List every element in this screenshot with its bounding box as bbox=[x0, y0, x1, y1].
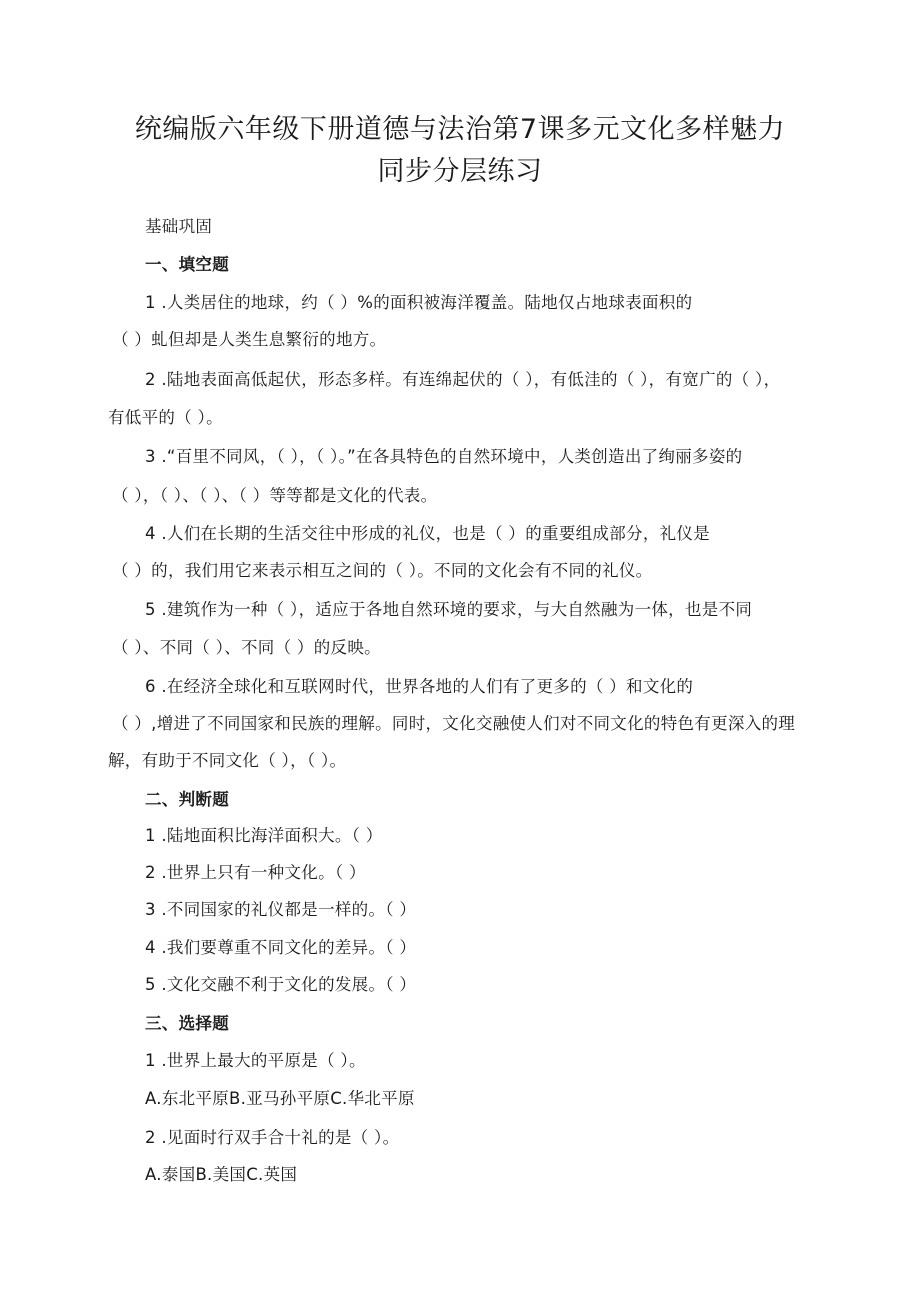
document-title-line-2: 同步分层练习 bbox=[377, 156, 543, 187]
fill-q4-line-1: 4 .人们在长期的生活交往中形成的礼仪，也是（ ）的重要组成部分，礼仪是 bbox=[145, 524, 711, 543]
fill-q1-line-1: 1 .人类居住的地球，约（ ）%的面积被海洋覆盖。陆地仅占地球表面积的 bbox=[145, 293, 693, 312]
fill-q4-line-2: （ ）的，我们用它来表示相互之间的（ ）。不同的文化会有不同的礼仪。 bbox=[112, 561, 653, 580]
judge-q3: 3 .不同国家的礼仪都是一样的。（ ） bbox=[145, 900, 417, 919]
fill-q3-line-1: 3 .“百里不同风，（ ），（ ）。”在各具特色的自然环境中，人类创造出了绚丽多姿的 bbox=[145, 447, 743, 466]
fill-q5-line-2: （ ）、不同（ ）、不同（ ）的反映。 bbox=[112, 638, 381, 657]
judge-q4: 4 .我们要尊重不同文化的差异。（ ） bbox=[145, 938, 417, 957]
document-title-line-1: 统编版六年级下册道德与法治第7课多元文化多样魅力 bbox=[134, 114, 786, 145]
section-basic-label: 基础巩固 bbox=[145, 217, 213, 236]
fill-q1-line-2: （ ）虬但却是人类生息繁衍的地方。 bbox=[112, 330, 387, 349]
choice-q2: 2 .见面时行双手合十礼的是（ ）。 bbox=[145, 1128, 400, 1147]
fill-q5-line-1: 5 .建筑作为一种（ ），适应于各地自然环境的要求，与大自然融为一体，也是不同 bbox=[145, 600, 753, 619]
judge-q5: 5 .文化交融不利于文化的发展。（ ） bbox=[145, 975, 417, 994]
fill-q3-line-2: （ ），（ ）、（ ）、（ ）等等都是文化的代表。 bbox=[112, 486, 438, 505]
choice-q1-options: A.东北平原B.亚马孙平原C.华北平原 bbox=[145, 1089, 415, 1108]
fill-q6-line-1: 6 .在经济全球化和互联网时代，世界各地的人们有了更多的（ ）和文化的 bbox=[145, 677, 694, 696]
judge-q1: 1 .陆地面积比海洋面积大。（ ） bbox=[145, 826, 383, 845]
fill-q2-line-1: 2 .陆地表面高低起伏，形态多样。有连绵起伏的（ ），有低洼的（ ），有宽广的（ ）， bbox=[145, 370, 781, 389]
choice-heading: 三、选择题 bbox=[145, 1014, 229, 1033]
choice-q1: 1 .世界上最大的平原是（ ）。 bbox=[145, 1051, 366, 1070]
fill-q6-line-2: （ ）,增进了不同国家和民族的理解。同时，文化交融使人们对不同文化的特色有更深入的理 bbox=[112, 714, 796, 733]
fill-q6-line-3: 解，有助于不同文化（ ），（ ）。 bbox=[108, 751, 347, 770]
choice-q2-options: A.泰国B.美国C.英国 bbox=[145, 1165, 298, 1184]
fill-q2-line-2: 有低平的（ ）。 bbox=[108, 408, 223, 427]
fill-in-heading: 一、填空题 bbox=[145, 255, 229, 274]
judge-q2: 2 .世界上只有一种文化。（ ） bbox=[145, 863, 366, 882]
judge-heading: 二、判断题 bbox=[145, 790, 229, 809]
